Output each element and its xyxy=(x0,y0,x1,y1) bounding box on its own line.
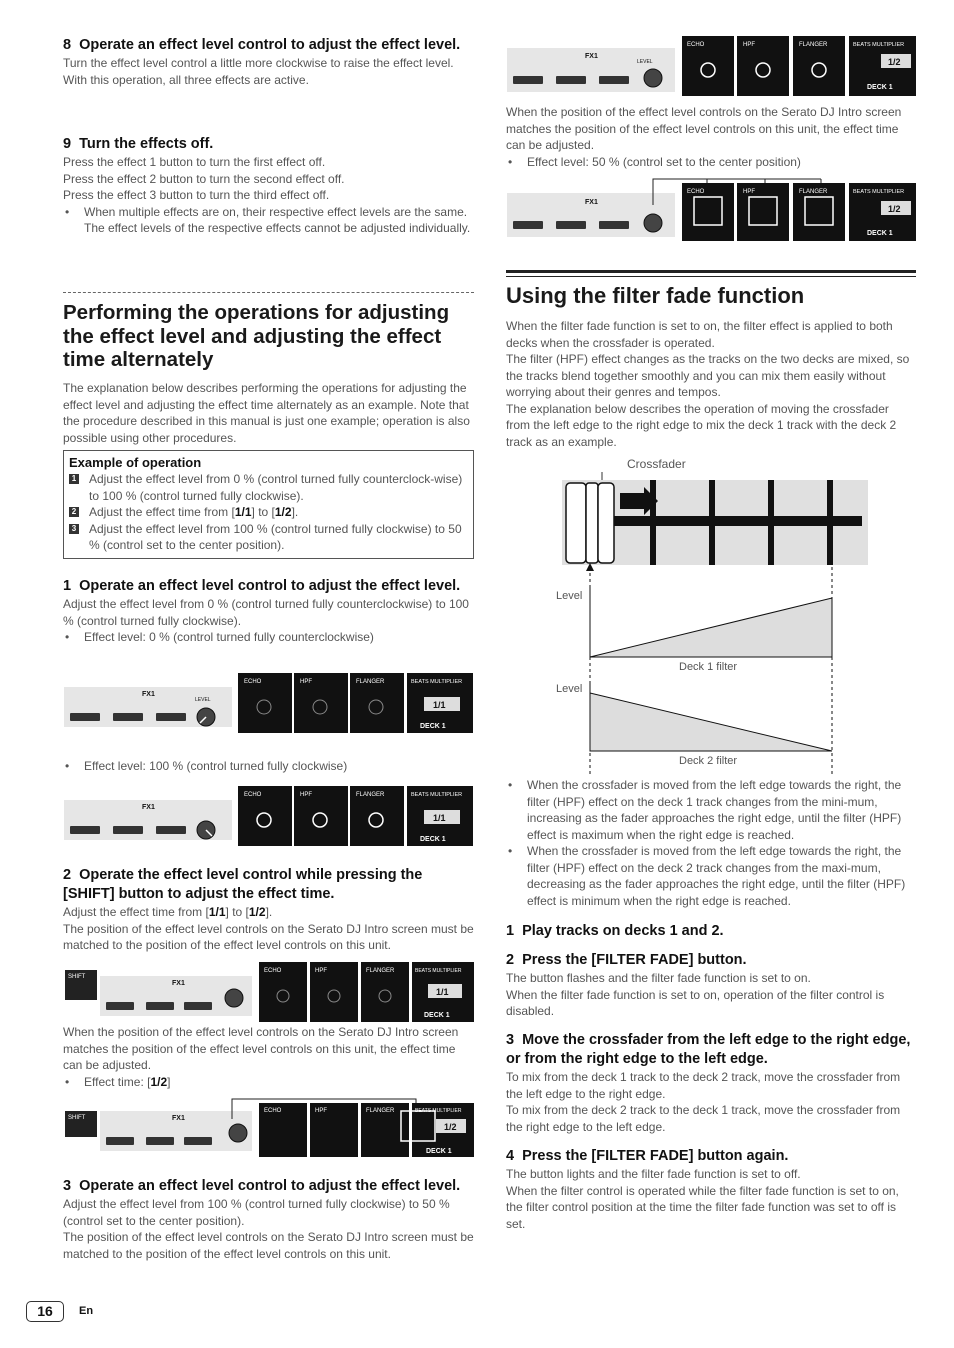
svg-text:FLANGER: FLANGER xyxy=(799,42,828,48)
svg-text:FLANGER: FLANGER xyxy=(799,189,828,195)
step-9-bullet-cont: The effect levels of the respective effects cannot be adjusted individually. xyxy=(84,221,471,235)
item-text: ]. xyxy=(291,505,299,519)
right-intro xyxy=(506,104,916,170)
section-step-3 xyxy=(63,1177,474,1262)
page-number: 16 xyxy=(26,1301,64,1322)
step-8-text-2: With this operation, all three effects are active. xyxy=(63,72,309,87)
filter-step-4-heading: 4 Press the [FILTER FADE] button again. xyxy=(506,1148,789,1164)
item-number: 1 xyxy=(69,474,79,484)
svg-text:DECK 1: DECK 1 xyxy=(420,836,446,843)
value: 1/2 xyxy=(248,905,266,919)
controller-screenshot-0pct xyxy=(64,673,474,735)
crossfader-label: Crossfader xyxy=(627,457,686,471)
svg-text:ECHO: ECHO xyxy=(244,792,262,798)
svg-text:FX1: FX1 xyxy=(585,199,598,206)
svg-text:FX1: FX1 xyxy=(142,691,155,698)
crossfader-diagram xyxy=(506,455,916,775)
controller-screenshot-100pct xyxy=(64,786,474,848)
filter-step-2-text-1: The button flashes and the filter fade function is set to on. xyxy=(506,971,811,985)
svg-text:DECK 1: DECK 1 xyxy=(426,1148,452,1155)
intro-2: The filter (HPF) effect changes as the tracks on the two decks are mixed, so the tracks blend together smoothly and you can mix them easily without worrying about their genres and tempos. xyxy=(506,352,910,399)
svg-text:DECK 1: DECK 1 xyxy=(420,723,446,730)
deck2-filter-label: Deck 2 filter xyxy=(679,755,738,767)
text: ]. xyxy=(265,905,273,919)
svg-text:FX1: FX1 xyxy=(585,53,598,60)
svg-text:HPF: HPF xyxy=(315,968,327,974)
step-8-heading: 8 Operate an effect level control to adjust the effect level. xyxy=(63,37,461,53)
rule-bottom xyxy=(506,276,916,277)
svg-text:DECK 1: DECK 1 xyxy=(424,1012,450,1019)
item-value: 1/2 xyxy=(274,505,292,519)
filter-step-2 xyxy=(506,951,916,1020)
step-2-text-2: The position of the effect level controls on the Serato DJ Intro screen must be matched to the position of the effect level controls on this unit. xyxy=(63,921,474,952)
example-item-2 xyxy=(69,504,468,521)
text: ] xyxy=(167,1074,171,1089)
right-intro-bullet: • Effect level: 50 % (control set to the center position) xyxy=(506,154,916,171)
step-2-text-3: When the position of the effect level controls on the Serato DJ Intro screen matches the position of the effect level controls on this unit, the effect time can be adjusted. xyxy=(63,1025,459,1072)
rule-top xyxy=(506,270,916,273)
step-9-text-2: Press the effect 2 button to turn the second effect off. xyxy=(63,171,345,186)
svg-text:FLANGER: FLANGER xyxy=(366,1108,395,1114)
level-label-1: Level xyxy=(556,590,583,602)
svg-text:LEVEL: LEVEL xyxy=(637,59,653,65)
text: Adjust the effect time from [ xyxy=(63,905,209,919)
item-number: 2 xyxy=(69,507,79,517)
svg-text:BEATS MULTIPLIER: BEATS MULTIPLIER xyxy=(415,968,462,974)
example-box xyxy=(63,450,474,559)
filter-step-4-text-1: The button lights and the filter fade function is set to off. xyxy=(506,1167,801,1181)
bullet-2: • When the crossfader is moved from the left edge towards the right, the filter (HPF) effect on the deck 2 track changes from the maxi-mum, decreasing as the fader approaches the right edge, until the filter (HPF) effect is minimum when the right edge is reached. xyxy=(506,843,916,909)
svg-text:BEATS MULTIPLIER: BEATS MULTIPLIER xyxy=(415,1108,462,1114)
svg-text:HPF: HPF xyxy=(300,679,312,685)
text: Effect time: [ xyxy=(84,1074,151,1089)
svg-text:HPF: HPF xyxy=(743,42,755,48)
value: 1/1 xyxy=(208,905,226,919)
svg-text:HPF: HPF xyxy=(743,189,755,195)
filter-step-2-text-2: When the filter fade function is set to on, operation of the filter control is disabled. xyxy=(506,987,885,1018)
controller-screenshot-shift-half xyxy=(64,1097,474,1159)
svg-text:ECHO: ECHO xyxy=(264,968,282,974)
deck1-filter-label: Deck 1 filter xyxy=(679,661,738,673)
controller-screenshot-right-1 xyxy=(507,36,917,98)
section-title-alternate xyxy=(63,301,474,372)
example-item-1 xyxy=(69,471,468,504)
svg-text:ECHO: ECHO xyxy=(244,679,262,685)
svg-text:BEATS MULTIPLIER: BEATS MULTIPLIER xyxy=(853,189,905,195)
svg-text:SHIFT: SHIFT xyxy=(68,1115,86,1121)
item-text: ] to [ xyxy=(251,505,275,519)
step-2-text-1 xyxy=(63,904,474,921)
step-9-text-1: Press the effect 1 button to turn the first effect off. xyxy=(63,155,326,169)
step-1-heading: 1 Operate an effect level control to adjust the effect level. xyxy=(63,578,461,594)
filter-step-3-heading: 3 Move the crossfader from the left edge to the right edge, or from the right edge to the left edge. xyxy=(506,1032,911,1067)
svg-text:1/2: 1/2 xyxy=(444,1122,457,1132)
dashed-divider xyxy=(63,292,474,293)
svg-text:1/2: 1/2 xyxy=(888,57,901,67)
filter-step-2-heading: 2 Press the [FILTER FADE] button. xyxy=(506,952,747,968)
item-text: Adjust the effect time from [ xyxy=(89,505,235,519)
intro-3: The explanation below describes the operation of moving the crossfader from the left edge to the right edge to mix the deck 1 track with the deck 2 track as an example. xyxy=(506,401,897,449)
step-2-result xyxy=(63,1024,474,1090)
filter-fade-intro xyxy=(506,318,916,450)
svg-text:BEATS MULTIPLIER: BEATS MULTIPLIER xyxy=(411,792,463,798)
section-step-2 xyxy=(63,866,474,954)
step-3-text-1: Adjust the effect level from 100 % (control turned fully clockwise) to 50 % (control set to the center position). xyxy=(63,1197,450,1228)
filter-step-4-text-2: When the filter control is operated while the filter fade function is set to on, the filter control position at the time the filter fade function was set to off is set. xyxy=(506,1183,899,1231)
svg-text:HPF: HPF xyxy=(315,1108,327,1114)
svg-text:ECHO: ECHO xyxy=(687,42,705,48)
svg-text:DECK 1: DECK 1 xyxy=(867,84,893,91)
intro-1: When the filter fade function is set to on, the filter effect is applied to both decks when the crossfader is operated. xyxy=(506,319,893,350)
section-heading: Performing the operations for adjusting the effect level and adjusting the effect time alternately xyxy=(63,301,450,371)
section-step-9 xyxy=(63,135,474,237)
filter-fade-bullets xyxy=(506,777,916,909)
step-1-bullet-1: • Effect level: 0 % (control turned fully counterclockwise) xyxy=(63,629,474,646)
svg-text:FX1: FX1 xyxy=(172,980,185,987)
svg-text:FX1: FX1 xyxy=(172,1115,185,1122)
step-9-text-3: Press the effect 3 button to turn the third effect off. xyxy=(63,188,330,202)
svg-text:1/1: 1/1 xyxy=(433,700,446,710)
example-item-3 xyxy=(69,521,468,554)
item-text: Adjust the effect level from 0 % (control turned fully counterclock-wise) to 100 % (control turned fully clockwise). xyxy=(89,472,463,503)
item-value: 1/1 xyxy=(234,505,252,519)
svg-text:1/1: 1/1 xyxy=(433,813,446,823)
filter-fade-title-block xyxy=(506,283,916,309)
step-1-text: Adjust the effect level from 0 % (control turned fully counterclockwise) to 100 % (control turned fully clockwise). xyxy=(63,597,469,628)
controller-screenshot-right-2 xyxy=(507,177,917,243)
level-label-2: Level xyxy=(556,683,583,695)
filter-step-4 xyxy=(506,1147,916,1232)
value: 1/2 xyxy=(150,1074,168,1089)
svg-text:DECK 1: DECK 1 xyxy=(867,230,893,237)
step-8-text: Turn the effect level control a little more clockwise to raise the effect level. xyxy=(63,56,454,70)
svg-text:ECHO: ECHO xyxy=(687,189,705,195)
step-9-bullet: • When multiple effects are on, their respective effect levels are the same. xyxy=(63,204,474,221)
item-number: 3 xyxy=(69,524,79,534)
svg-text:FX1: FX1 xyxy=(142,804,155,811)
svg-text:SHIFT: SHIFT xyxy=(68,974,86,980)
filter-step-3-text-1: To mix from the deck 1 track to the deck 2 track, move the crossfader from the left edge to the right edge. xyxy=(506,1070,901,1101)
section-step-8 xyxy=(63,36,474,88)
language-label: En xyxy=(79,1305,94,1317)
controller-screenshot-shift xyxy=(64,962,474,1024)
svg-text:FLANGER: FLANGER xyxy=(366,968,395,974)
intro-text: The explanation below describes performing the operations for adjusting the effect level and adjusting the effect time alternately as an example. Note that the procedure described in this manual is just one example; operation is also possible using other procedures. xyxy=(63,381,470,445)
svg-text:BEATS MULTIPLIER: BEATS MULTIPLIER xyxy=(853,42,905,48)
filter-fade-title: Using the filter fade function xyxy=(506,283,805,308)
step-3-text-2: The position of the effect level controls on the Serato DJ Intro screen must be matched to the position of the effect level controls on this unit. xyxy=(63,1230,474,1261)
svg-text:1/2: 1/2 xyxy=(888,204,901,214)
svg-text:HPF: HPF xyxy=(300,792,312,798)
deck2-ramp xyxy=(590,693,832,751)
example-title: Example of operation xyxy=(69,455,202,470)
step-2-bullet xyxy=(63,1074,474,1091)
filter-step-3-text-2: To mix from the deck 2 track to the deck 1 track, move the crossfader from the right edge to the left edge. xyxy=(506,1103,901,1134)
filter-step-1 xyxy=(506,922,916,941)
svg-text:FLANGER: FLANGER xyxy=(356,679,385,685)
filter-step-1-heading: 1 Play tracks on decks 1 and 2. xyxy=(506,923,724,939)
deck1-ramp xyxy=(590,598,832,657)
svg-text:ECHO: ECHO xyxy=(264,1108,282,1114)
svg-text:LEVEL: LEVEL xyxy=(195,697,211,703)
svg-text:BEATS MULTIPLIER: BEATS MULTIPLIER xyxy=(411,679,463,685)
step-1-bullet-2: • Effect level: 100 % (control turned fully clockwise) xyxy=(63,758,495,775)
section-intro xyxy=(63,380,474,446)
svg-text:1/1: 1/1 xyxy=(436,987,449,997)
bullet-1: • When the crossfader is moved from the left edge towards the right, the filter (HPF) effect on the deck 1 track changes from the mini-mum, increasing as the fader approaches the right edge, until the filter (HPF) effect is maximum when the right edge is reached. xyxy=(506,777,916,843)
step-3-heading: 3 Operate an effect level control to adjust the effect level. xyxy=(63,1178,461,1194)
step-9-heading: 9 Turn the effects off. xyxy=(63,136,214,152)
filter-step-3 xyxy=(506,1031,916,1135)
text: ] to [ xyxy=(225,905,249,919)
step-2-heading: 2 Operate the effect level control while pressing the [SHIFT] button to adjust the effect time. xyxy=(63,867,423,902)
svg-text:FLANGER: FLANGER xyxy=(356,792,385,798)
item-text: Adjust the effect level from 100 % (control turned fully clockwise) to 50 % (control set to the center position). xyxy=(89,521,462,552)
right-intro-text: When the position of the effect level controls on the Serato DJ Intro screen matches the position of the effect level controls on this unit, the effect time can be adjusted. xyxy=(506,105,902,152)
section-step-1 xyxy=(63,577,474,646)
